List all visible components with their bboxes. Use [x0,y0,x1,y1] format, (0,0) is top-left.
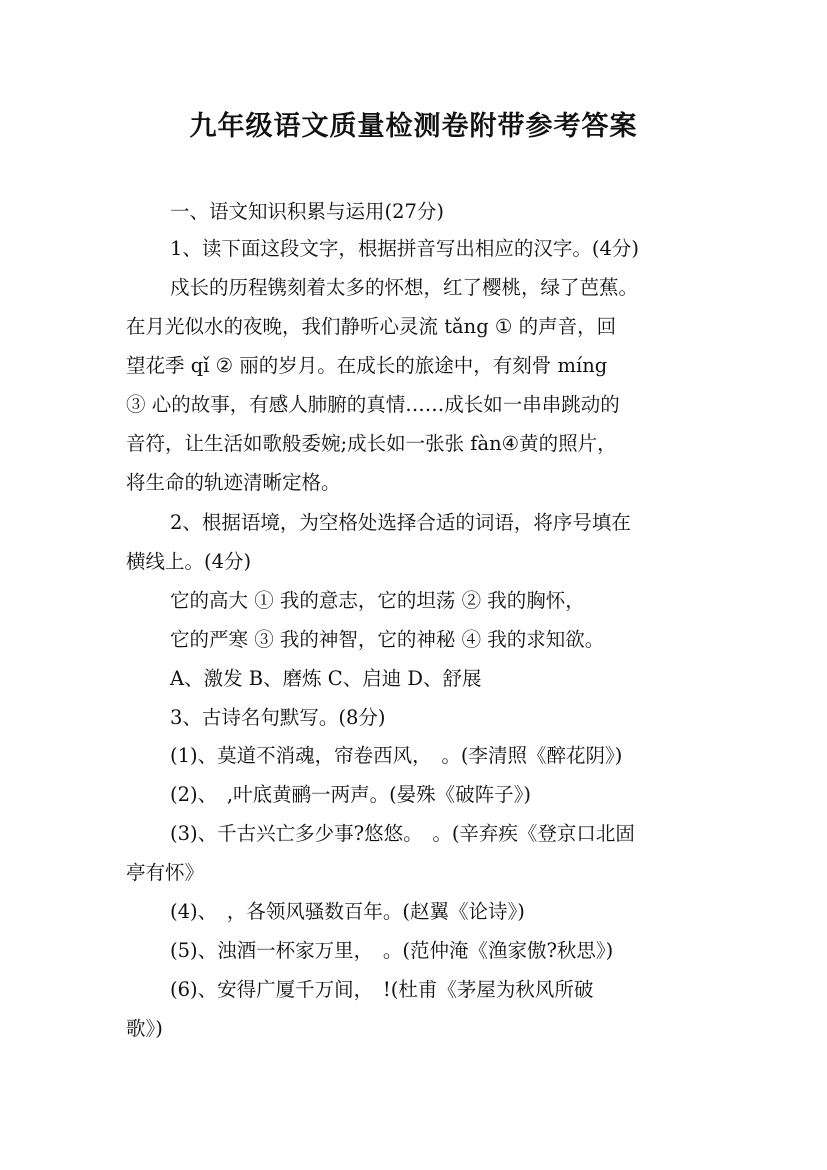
poem-item-4: (4)、 ，各领风骚数百年。(赵翼《论诗》) [170,900,525,923]
paragraph-line: 在月光似水的夜晚，我们静听心灵流 tǎng ① 的声音，回 [126,315,617,338]
poem-item-3: (3)、千古兴亡多少事?悠悠。 。(辛弃疾《登京口北固 [170,822,635,845]
poem-item-6-cont: 歌》) [126,1017,163,1040]
poem-item-1: (1)、莫道不消魂，帘卷西风， 。(李清照《醉花阴》) [170,744,623,767]
question-2-heading-cont: 横线上。(4分) [126,550,252,573]
question-2-line: 它的严寒 ③ 我的神智，它的神秘 ④ 我的求知欲。 [170,628,605,651]
question-3-heading: 3、古诗名句默写。(8分) [170,706,386,729]
question-2-heading: 2、根据语境，为空格处选择合适的词语，将序号填在 [170,511,631,534]
question-1-heading: 1、读下面这段文字，根据拼音写出相应的汉字。(4分) [170,237,640,260]
paragraph-line: 戍长的历程镌刻着太多的怀想，红了樱桃，绿了芭蕉。 [170,276,639,299]
poem-item-3-cont: 亭有怀》 [126,861,205,884]
section-heading: 一、语文知识积累与运用(27分) [170,200,445,223]
document-title: 九年级语文质量检测卷附带参考答案 [189,111,638,142]
paragraph-line: ③ 心的故事，有感人肺腑的真情……成长如一串串跳动的 [126,393,620,416]
poem-item-6: (6)、安得广厦千万间， !(杜甫《茅屋为秋风所破 [170,978,594,1001]
paragraph-line: 将生命的轨迹清晰定格。 [126,471,341,494]
options-line: A、激发 B、磨炼 C、启迪 D、舒展 [170,667,482,690]
paragraph-line: 望花季 qǐ ② 丽的岁月。在成长的旅途中，有刻骨 míng [126,354,608,377]
poem-item-5: (5)、浊酒一杯家万里， 。(范仲淹《渔家傲?秋思》) [170,939,614,962]
paragraph-line: 音符，让生活如歌般委婉;成长如一张张 fàn④黄的照片， [126,432,617,455]
poem-item-2: (2)、 ,叶底黄鹂一两声。(晏殊《破阵子》) [170,783,532,806]
question-2-line: 它的高大 ① 我的意志，它的坦荡 ② 我的胸怀， [170,589,585,612]
